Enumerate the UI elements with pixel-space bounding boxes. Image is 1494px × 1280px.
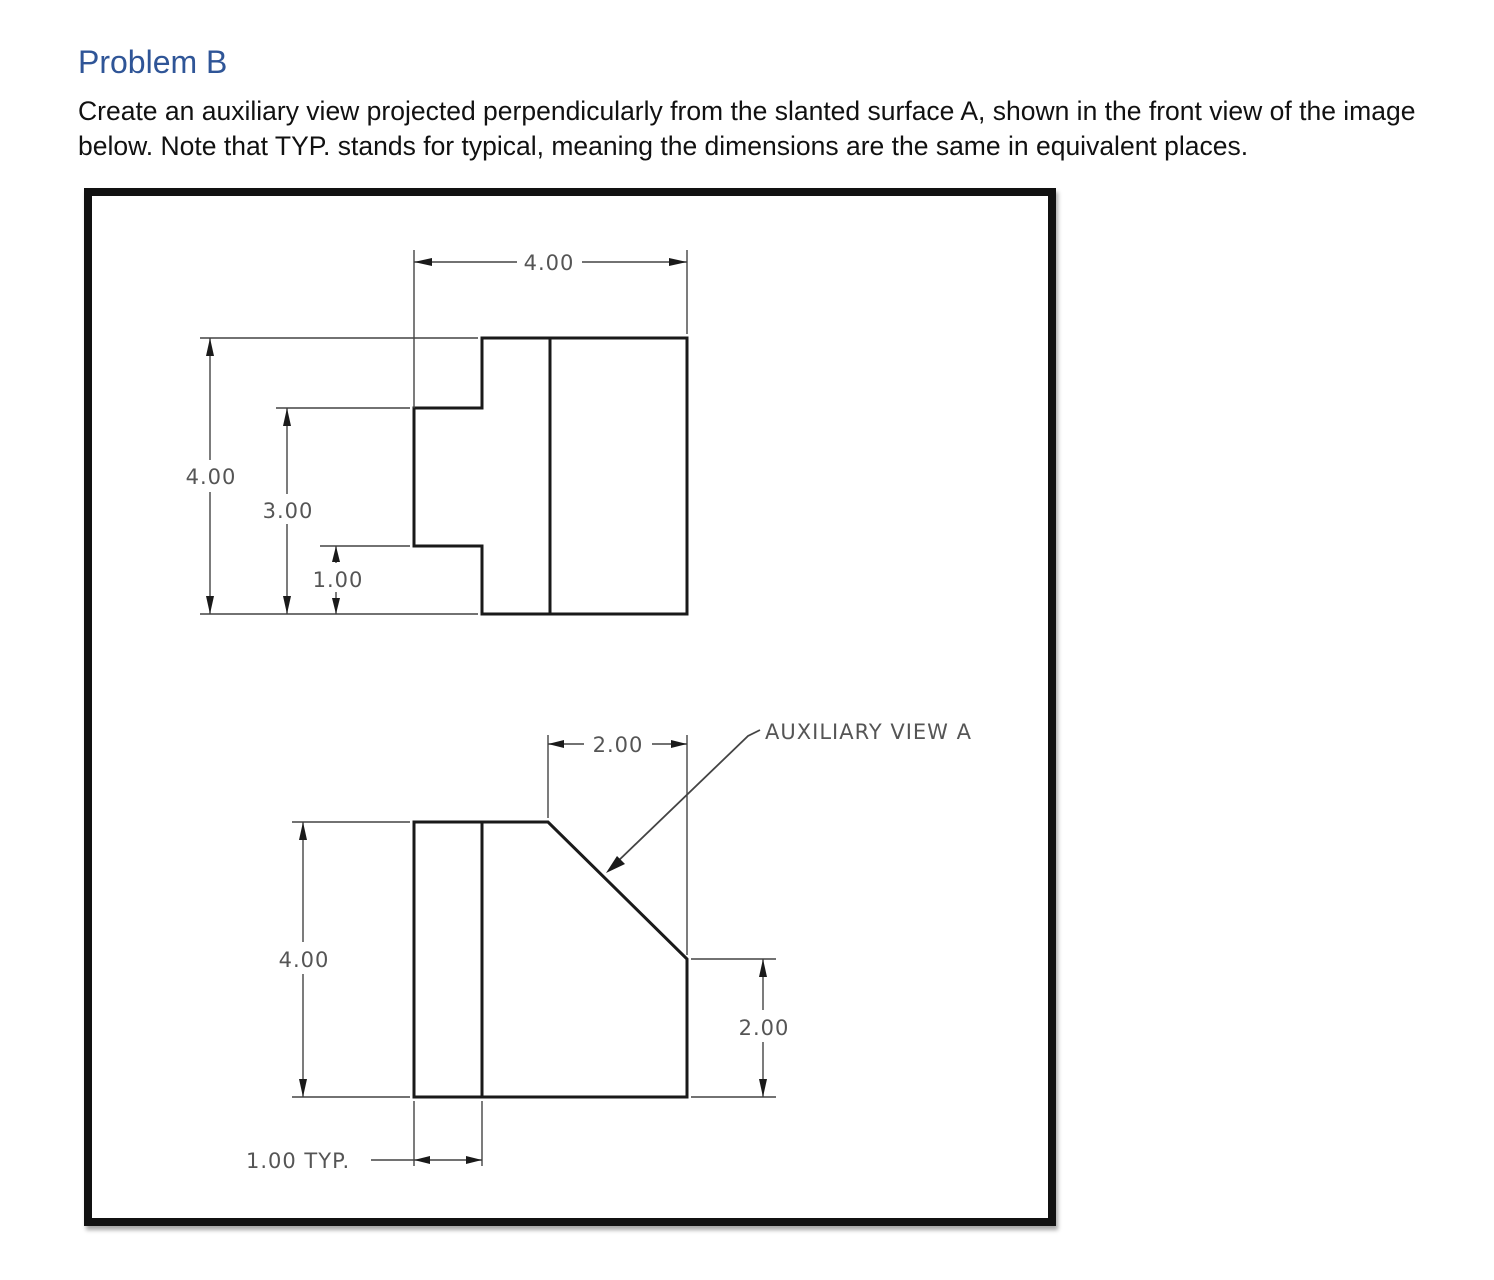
right-edge-dimension: 2.00: [738, 1016, 790, 1040]
problem-heading: Problem B: [78, 44, 228, 80]
dimension-arrow: [206, 596, 214, 614]
dimension-arrow: [299, 1079, 307, 1097]
problem-statement: Create an auxiliary view projected perpendicularly from the slanted surface A, shown in the front view of the image below. Note that TYP. stands for typical, meaning the dimensions are the same in equivalent places.: [78, 96, 1416, 161]
dimension-arrow: [759, 959, 767, 977]
technical-drawing-frame: [84, 188, 1056, 1226]
dimension-arrow: [414, 258, 432, 266]
front-view-outline: [414, 822, 687, 1097]
dimension-arrow: [466, 1156, 482, 1164]
dimension-arrow: [332, 546, 340, 562]
dimension-arrow: [332, 598, 340, 614]
dimension-arrow: [414, 1156, 430, 1164]
top-width-dimension: 4.00: [523, 251, 575, 275]
front-view: [246, 720, 972, 1173]
notch-bottom-dimension: 1.00: [312, 568, 364, 592]
auxiliary-view-callout: AUXILIARY VIEW A: [765, 720, 972, 744]
top-overall-height-dimension: 4.00: [185, 465, 237, 489]
notch-top-dimension: 3.00: [262, 499, 314, 523]
dimension-arrow: [759, 1079, 767, 1097]
dimension-arrow: [671, 740, 687, 748]
dimension-arrow: [283, 596, 291, 614]
top-view: [186, 250, 687, 614]
dimension-arrow: [206, 338, 214, 356]
technical-drawing: [84, 188, 1056, 1226]
leader-arrow: [606, 856, 625, 873]
front-height-dimension: 4.00: [278, 948, 330, 972]
dimension-arrow: [669, 258, 687, 266]
dimension-arrow: [548, 740, 564, 748]
slant-width-dimension: 2.00: [592, 733, 644, 757]
typical-dimension: 1.00 TYP.: [246, 1149, 351, 1173]
dimension-arrow: [299, 822, 307, 840]
dimension-arrow: [283, 408, 291, 426]
